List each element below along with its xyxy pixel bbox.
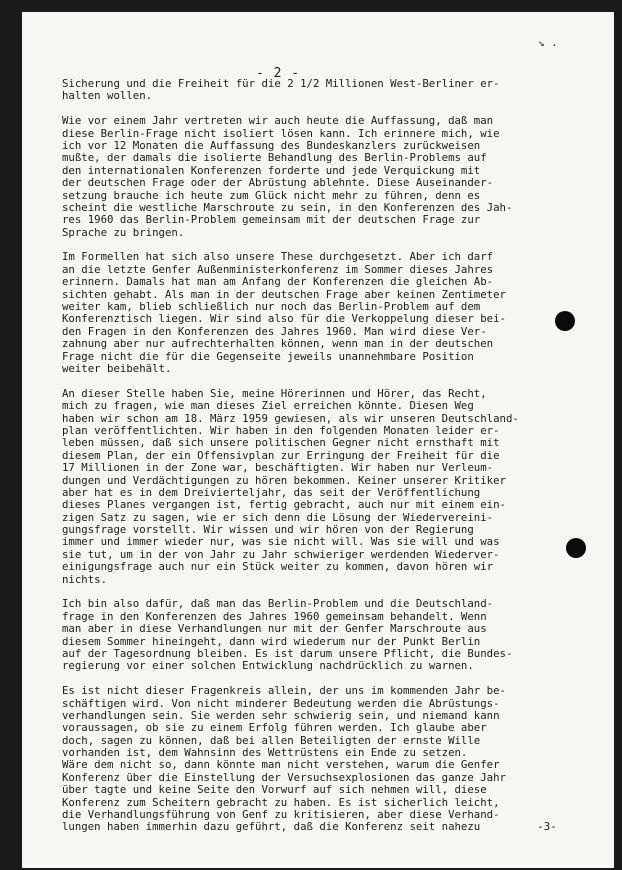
text-line: aber hat es in dem Dreivierteljahr, das seit der Veröffentlichung — [62, 485, 481, 499]
text-line: Konferenz zum Scheitern gebracht zu haben. Es ist sicherlich leicht, — [62, 795, 500, 809]
text-line: Konferenz über die Einstellung der Versuchsexplosionen das ganze Jahr — [62, 770, 506, 784]
text-line: lungen haben immerhin dazu geführt, daß die Konferenz seit nahezu — [62, 820, 481, 834]
text-line: setzung brauche ich heute zum Glück nicht mehr zu führen, denn es — [62, 188, 481, 202]
text-line: zigen Satz zu sagen, wie er sich denn die Lösung der Wiedervereini- — [62, 510, 494, 524]
text-line: diese Berlin-Frage nicht isoliert lösen kann. Ich erinnere mich, wie — [62, 126, 500, 140]
text-line: mich zu fragen, wie man dieses Ziel erreichen könnte. Diesen Weg — [62, 399, 474, 413]
typewritten-body — [62, 78, 582, 834]
text-line: voraussagen, ob sie zu einem Erfolg führen werden. Ich glaube aber — [62, 721, 487, 735]
text-line: gungsfrage vorstellt. Wir wissen und wir hören von der Regierung — [62, 523, 474, 537]
text-line: frage in den Konferenzen des Jahres 1960 gemeinsam behandelt. Wenn — [62, 609, 487, 623]
page-number: - 2 - — [256, 66, 301, 81]
corner-mark: ↘ . — [538, 36, 558, 49]
text-line: dieses Planes vergangen ist, fertig gebracht, auch nur mit einem ein- — [62, 498, 506, 512]
text-line: der deutschen Frage oder der Abrüstung ablehnte. Diese Auseinander- — [62, 176, 494, 190]
text-line: Sprache zu bringen. — [62, 225, 185, 239]
text-line: diesem Plan, der ein Offensivplan zur Erringung der Freiheit für die — [62, 448, 500, 462]
text-line: Wäre dem nicht so, dann könnte man nicht verstehen, warum die Genfer — [62, 758, 500, 772]
text-line: vorhanden ist, dem Wahnsinn des Wettrüstens ein Ende zu setzen. — [62, 746, 468, 760]
text-line: an die letzte Genfer Außenministerkonferenz im Sommer dieses Jahres — [62, 262, 494, 276]
text-line: Konferenztisch liegen. Wir sind also für die Verkoppelung dieser bei- — [62, 312, 506, 326]
text-line: Ich bin also dafür, daß man das Berlin-Problem und die Deutschland- — [62, 597, 494, 611]
text-line: Frage nicht die für die Gegenseite jeweils unannehmbare Position — [62, 349, 474, 363]
text-line: immer und immer wieder nur, was sie nicht will. Was sie will und was — [62, 535, 500, 549]
text-line: dungen und Verdächtigungen zu hören bekommen. Keiner unserer Kritiker — [62, 473, 506, 487]
text-line: auf der Tagesordnung bleiben. Es ist darum unsere Pflicht, die Bundes- — [62, 646, 513, 660]
paragraph-gap — [62, 375, 582, 387]
text-line: den internationalen Konferenzen forderte und jede Verquickung mit — [62, 163, 481, 177]
text-line: verhandlungen sein. Sie werden sehr schwierig sein, und niemand kann — [62, 708, 500, 722]
text-line: Es ist nicht dieser Fragenkreis allein, der uns im kommenden Jahr be- — [62, 684, 506, 698]
text-line: 17 Millionen in der Zone war, beschäftigten. Wir haben nur Verleum- — [62, 461, 494, 475]
text-line: sie tut, um in der von Jahr zu Jahr schwieriger werdenden Wiederver- — [62, 547, 500, 561]
text-line: An dieser Stelle haben Sie, meine Hörerinnen und Hörer, das Recht, — [62, 386, 487, 400]
text-line: einigungsfrage auch nur ein Stück weiter zu kommen, davon hören wir — [62, 560, 494, 574]
continuation-marker: -3- — [537, 820, 557, 833]
text-line: ich vor 12 Monaten die Auffassung des Bundeskanzlers zurückweisen — [62, 138, 481, 152]
text-line: Sicherung und die Freiheit für die 2 1/2 Millionen West-Berliner er- — [62, 77, 500, 90]
text-line: weiter beibehält. — [62, 361, 172, 375]
text-line: zahnung aber nur aufrechterhalten können, wenn man in der deutschen — [62, 337, 494, 351]
text-line: erinnern. Damals hat man am Anfang der Konferenzen die gleichen Ab- — [62, 275, 494, 289]
text-line: Wie vor einem Jahr vertreten wir auch heute die Auffassung, daß man — [62, 114, 494, 128]
text-line: sichten gehabt. Als man in der deutschen Frage aber keinen Zentimeter — [62, 287, 506, 301]
text-line: halten wollen. — [62, 89, 153, 103]
text-line: Im Formellen hat sich also unsere These durchgesetzt. Aber ich darf — [62, 250, 494, 264]
text-line: res 1960 das Berlin-Problem gemeinsam mit der deutschen Frage zur — [62, 213, 481, 227]
text-line: regierung vor einer solchen Entwicklung nachdrücklich zu warnen. — [62, 659, 474, 673]
punch-hole — [566, 538, 586, 558]
text-line: schäftigen wird. Von nicht minderer Bedeutung werden die Abrüstungs- — [62, 696, 500, 710]
text-line: plan veröffentlichten. Wir haben in den folgenden Monaten leider er- — [62, 423, 500, 437]
text-line: die Verhandlungsführung von Genf zu kritisieren, aber diese Verhand- — [62, 808, 500, 822]
text-line: mußte, der damals die isolierte Behandlung des Berlin-Problems auf — [62, 151, 487, 165]
text-line: den Fragen in den Konferenzen des Jahres 1960. Man wird diese Ver- — [62, 324, 487, 338]
text-line: weiter kam, blieb schließlich nur noch das Berlin-Problem auf dem — [62, 300, 481, 314]
text-line: über tagte und keine Seite den Vorwurf auf sich nehmen will, diese — [62, 783, 487, 797]
text-line: scheint die westliche Marschroute zu sein, in den Konferenzen des Jah- — [62, 200, 513, 214]
text-line: nichts. — [62, 572, 108, 586]
text-line: leben müssen, daß sich unsere politischen Gegner nicht ernsthaft mit — [62, 436, 500, 450]
punch-hole — [555, 311, 575, 331]
text-line: doch, sagen zu können, daß bei allen Beteiligten der ernste Wille — [62, 733, 481, 747]
text-line: haben wir schon am 18. März 1959 gewiesen, als wir unseren Deutschland- — [62, 411, 519, 425]
text-line: diesem Sommer hineingeht, dann wird wiederum nur der Punkt Berlin — [62, 634, 481, 648]
text-line: man aber in diese Verhandlungen nur mit der Genfer Marschroute aus — [62, 622, 487, 636]
